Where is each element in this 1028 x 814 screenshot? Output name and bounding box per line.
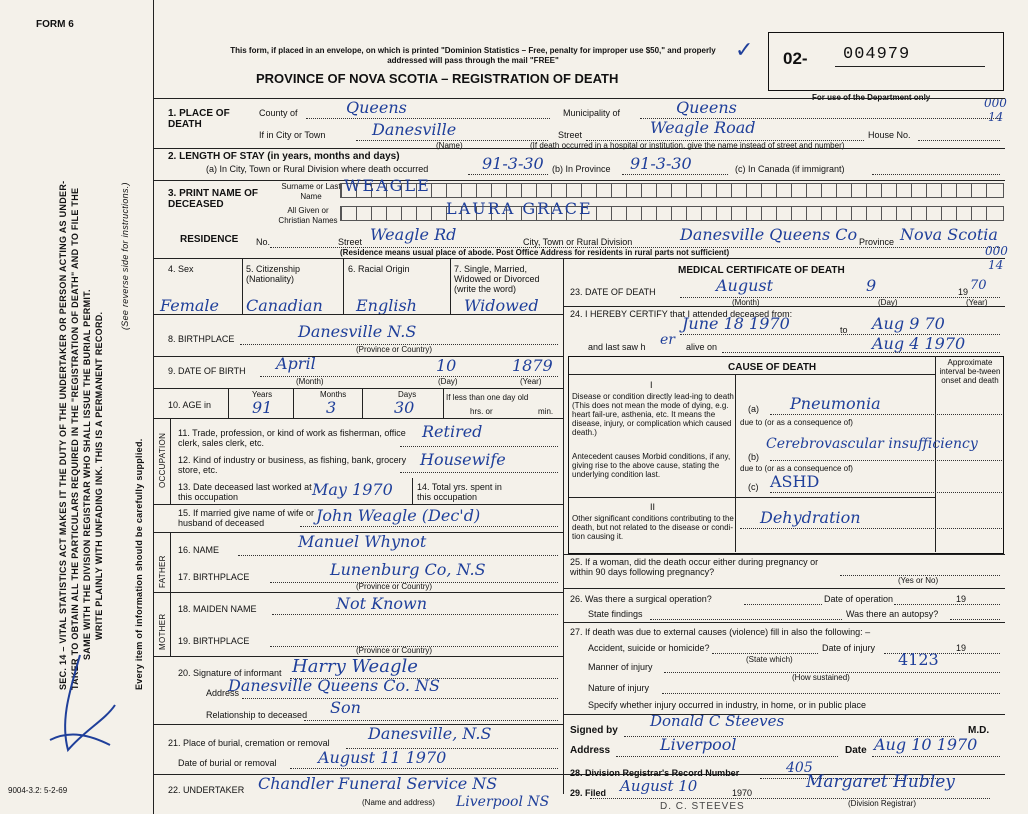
other-conditions-label: Other significant conditions contributing to the death, but not related to the disease or condi-tion causing it. [572,514,734,541]
undertaker-value: Chandler Funeral Service NS [258,774,498,793]
given-label: All Given or Christian Names [278,206,338,225]
dob-label: 9. DATE OF BIRTH [168,366,246,376]
death-year-prefix: 19 [958,287,969,297]
mother-maiden-value: Not Known [336,594,428,613]
state-which-hint: (State which) [746,655,793,664]
relationship-label: Relationship to deceased [206,710,308,720]
check-mark-icon: ✓ [735,38,754,63]
form-number: FORM 6 [36,19,74,30]
undertaker-value-2: Liverpool NS [456,794,550,810]
alive-on-label: alive on [686,342,718,352]
spouse-label: 15. If married give name of wife or husband of deceased [178,508,315,528]
state-findings-label: State findings [588,609,643,619]
other-conditions-value: Dehydration [760,508,861,527]
hospital-note: (If death occurred in a hospital or institution, give the name instead of street and number) [530,141,845,150]
birthplace-value: Danesville N.S [298,322,417,341]
surgery-label: 26. Was there a surgical operation? [570,594,712,604]
dob-year: 1879 [512,356,553,375]
form-title: PROVINCE OF NOVA SCOTIA – REGISTRATION OF DEATH [256,71,619,86]
burial-date-value: August 11 1970 [318,748,447,767]
residence-note: (Residence means usual place of abode. Post Office Address for residents in rural parts not sufficient) [340,248,730,257]
min-label: min. [538,407,554,416]
physician-address-label: Address [570,745,611,756]
father-birthplace-label: 17. BIRTHPLACE [178,572,250,582]
last-saw-her: er [660,332,675,348]
cause-c-label: (c) [748,482,759,492]
side-text-6: Every item of information should be carefully supplied. [134,438,144,690]
stay-label: 2. LENGTH OF STAY (in years, months and days) [168,151,400,162]
county-value: Queens [346,98,407,117]
side-text-1: SEC. 14 – VITAL STATISTICS ACT MAKES IT THE DUTY OF THE UNDERTAKER OR PERSON ACTING AS UNDER- [58,180,68,690]
nature-label: Nature of injury [588,683,650,693]
dob-month: April [276,354,316,373]
physician-address-value: Liverpool [660,735,737,754]
city-label: If in City or Town [259,130,326,140]
residence-division-label: City, Town or Rural Division [523,237,633,247]
death-date-label: 23. DATE OF DEATH [570,287,656,297]
residence-street-value: Weagle Rd [370,225,457,244]
age-months-label: Months [320,390,347,399]
filed-year: 1970 [732,788,753,798]
informant-address-value: Danesville Queens Co. NS [228,676,440,695]
death-month: August [716,276,774,295]
street-label: Street [558,130,583,140]
cause-a-value: Pneumonia [790,394,881,413]
operation-date-label: Date of operation [824,594,894,604]
stay-a-value: 91-3-30 [482,154,544,173]
stay-b-label: (b) In Province [552,164,611,174]
last-worked-label: 13. Date deceased last worked at this occupation [178,482,312,502]
residence-street-label: Street [338,237,363,247]
city-value: Danesville [372,120,457,139]
given-grid[interactable] [340,206,1004,221]
due-to-label-2: due to (or as a consequence of) [740,464,853,473]
last-worked-value: May 1970 [312,480,393,499]
residence-division-value: Danesville Queens Co [680,225,858,244]
residence-label: RESIDENCE [180,234,239,245]
initial-mark-icon [30,650,120,760]
street-value: Weagle Road [650,118,756,137]
cause-c-value: ASHD [770,472,820,491]
how-sustained-hint: (How sustained) [792,673,850,682]
dept-code-c: 000 [985,244,1008,258]
stay-a-label: (a) In City, Town or Rural Division where death occurred [206,164,429,174]
father-side-label: FATHER [158,555,167,588]
pregnancy-label: 25. If a woman, did the death occur either during pregnancy or within 90 days following pregnancy? [570,557,819,577]
cause-title: CAUSE OF DEATH [728,362,817,373]
spouse-value: John Weagle (Dec'd) [316,506,481,525]
dept-use-note: For use of the Department only [812,93,931,102]
accident-label: Accident, suicide or homicide? [588,643,710,653]
injury-year-prefix: 19 [956,643,967,653]
certify-label: 24. I HEREBY CERTIFY that I attended deceased from: [570,309,793,319]
registrar-signature: Margaret Hubley [806,772,955,792]
trade-value: Retired [422,422,483,441]
house-label: House No. [868,130,911,140]
informant-signature: Harry Weagle [292,656,418,677]
signed-by-label: Signed by [570,725,618,736]
filed-label: 29. Filed [570,788,607,798]
last-saw-label: and last saw h [588,342,646,352]
autopsy-label: Was there an autopsy? [846,609,939,619]
less-than-day-label: If less than one day old [446,393,529,402]
mail-notice: This form, if placed in an envelope, on which is printed "Dominion Statistics – Free, penalty for improper use $50," and properly addressed will pass through the mail "FREE" [230,46,716,65]
citizenship-value: Canadian [246,296,323,315]
surname-value: WEAGLE [344,176,431,195]
deceased-name-label: 3. PRINT NAME OF DECEASED [168,188,259,210]
registrar-hint: (Division Registrar) [848,799,917,808]
cause-part-two: II [650,502,656,512]
residence-province-value: Nova Scotia [900,225,998,244]
direct-cause-label: Disease or condition directly lead-ing to death (This does not mean the mode of dying, e.g. heart fail-ure, asthenia, etc. It means the disease, injury, or complication which caused death.) [572,392,734,437]
sex-label: 4. Sex [168,264,194,274]
surname-grid[interactable] [340,183,1004,198]
dept-code-d: 14 [988,258,1004,272]
birthplace-label: 8. BIRTHPLACE [168,334,235,344]
age-days-label: Days [398,390,417,399]
cause-part-one: I [650,380,653,390]
father-name-value: Manuel Whynot [298,532,427,551]
county-label: County of [259,108,298,118]
dob-month-hint: (Month) [296,377,324,386]
undertaker-hint: (Name and address) [362,798,435,807]
physician-signature[interactable]: Donald C Steeves [650,712,785,730]
informant-address-label: Address [206,688,240,698]
yes-no-hint: (Yes or No) [898,576,939,585]
municipality-value: Queens [676,98,737,117]
side-text-3: SAME WITH THE DIVISION REGISTRAR WHO SHALL ISSUE THE BURIAL PERMIT. [82,289,92,660]
dob-day: 10 [436,356,457,375]
mother-side-label: MOTHER [158,613,167,650]
attended-to-label: to [840,325,848,335]
attended-to: Aug 9 70 [872,314,945,333]
age-years-value: 91 [252,398,273,417]
burial-place-value: Danesville, N.S [368,724,492,743]
cause-b-label: (b) [748,452,759,462]
filed-date: August 10 [620,777,698,795]
mother-birthplace-hint: (Province or Country) [356,646,433,655]
registrar-number-label: 28. Division Registrar's Record Number [570,768,740,778]
dept-code-a: 000 [984,96,1007,110]
dept-code-b: 14 [988,110,1004,124]
reg-number: 004979 [843,45,911,64]
due-to-label-1: due to (or as a consequence of) [740,418,853,427]
father-birthplace-value: Lunenburg Co, N.S [330,560,486,579]
occupation-side-label: OCCUPATION [158,432,167,488]
racial-value: English [356,296,417,315]
death-day-hint: (Day) [878,298,898,307]
industry-value: Housewife [420,450,506,469]
registration-number-box [768,32,1004,91]
cause-a-label: (a) [748,404,759,414]
antecedent-label: Antecedent causes Morbid conditions, if any, giving rise to the above cause, stating the underlying condition last. [572,452,731,479]
age-label: 10. AGE in [168,400,212,410]
registrar-number-value: 405 [786,760,813,776]
burial-date-label: Date of burial or removal [178,758,277,768]
death-year-hint: (Year) [966,298,988,307]
manner-label: Manner of injury [588,662,653,672]
given-value: LAURA GRACE [446,199,593,218]
attended-from: June 18 1970 [682,314,790,333]
industry-label: 12. Kind of industry or business, as fishing, bank, grocery store, etc. [178,455,407,475]
injury-code: 4123 [898,650,939,669]
trade-label: 11. Trade, profession, or kind of work as fisherman, office clerk, sales clerk, etc. [178,428,406,448]
age-months-value: 3 [326,398,337,417]
age-days-value: 30 [394,398,415,417]
stamp-text: D. C. STEEVES [660,801,745,812]
citizenship-label: 5. Citizenship (Nationality) [246,264,301,284]
place-label: 1. PLACE OF DEATH [168,108,230,130]
age-years-label: Years [252,390,273,399]
burial-place-label: 21. Place of burial, cremation or removal [168,738,330,748]
external-causes-label: 27. If death was due to external causes (violence) fill in also the following: – [570,627,871,637]
side-text-2: TAKER TO OBTAIN ALL THE PARTICULARS REQUIRED IN THE "REGISTRATION OF DEATH" AND TO FILE THE [70,187,80,690]
sex-value: Female [160,296,219,315]
undertaker-label: 22. UNDERTAKER [168,785,245,795]
father-name-label: 16. NAME [178,545,220,555]
last-saw-value: Aug 4 1970 [872,334,966,353]
hrs-label: hrs. or [470,407,493,416]
racial-label: 6. Racial Origin [348,264,410,274]
dob-day-hint: (Day) [438,377,458,386]
dob-year-hint: (Year) [520,377,542,386]
md-label: M.D. [968,725,990,736]
informant-label: 20. Signature of informant [178,668,282,678]
death-year: 70 [970,278,987,293]
side-text-5: (See reverse side for instructions.) [120,182,130,330]
relationship-value: Son [330,698,361,717]
physician-date-value: Aug 10 1970 [874,735,978,754]
specify-label: Specify whether injury occurred in industry, in home, or in public place [588,700,866,710]
medical-title: MEDICAL CERTIFICATE OF DEATH [678,265,845,276]
father-birthplace-hint: (Province or Country) [356,582,433,591]
marital-value: Widowed [464,296,539,315]
residence-province-label: Province [859,237,895,247]
operation-year-prefix: 19 [956,594,967,604]
footer-code: 9004-3.2: 5-2-69 [8,786,68,795]
interval-label: Approximate interval be-tween onset and death [939,358,1001,385]
reg-prefix: 02- [783,49,808,68]
municipality-label: Municipality of [563,108,621,118]
mother-birthplace-label: 19. BIRTHPLACE [178,636,250,646]
marital-label: 7. Single, Married, Widowed or Divorced (write the word) [454,264,540,294]
death-month-hint: (Month) [732,298,760,307]
death-day: 9 [866,276,877,295]
side-text-4: WRITE PLAINLY WITH UNFADING INK. THIS IS A PERMANENT RECORD. [94,311,104,640]
city-name-hint: (Name) [436,141,463,150]
physician-date-label: Date [845,745,867,756]
stay-c-label: (c) In Canada (if immigrant) [735,164,845,174]
residence-no-label: No. [256,237,271,247]
birthplace-hint: (Province or Country) [356,345,433,354]
injury-date-label: Date of injury [822,643,876,653]
total-years-label: 14. Total yrs. spent in this occupation [417,482,502,502]
mother-maiden-label: 18. MAIDEN NAME [178,604,257,614]
stay-b-value: 91-3-30 [630,154,692,173]
cause-b-value: Cerebrovascular insufficiency [766,436,978,452]
surname-label: Surname or Last Name [281,182,341,201]
